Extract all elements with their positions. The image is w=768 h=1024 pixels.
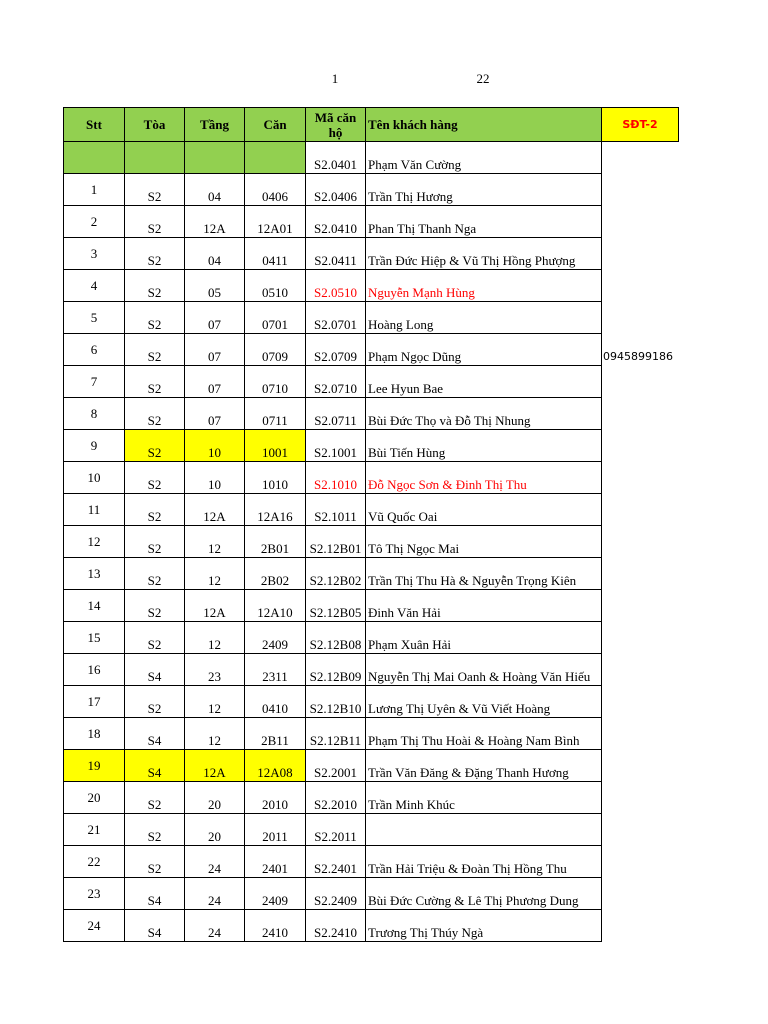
table-row: [64, 238, 679, 270]
cell-ten-khach-hang: Trần Minh Khúc: [366, 782, 602, 814]
cell-sdt-2: [602, 622, 679, 654]
cell-sdt-2: [602, 814, 679, 846]
table-row: [64, 462, 679, 494]
table-row: [64, 206, 679, 238]
cell-ten-khach-hang: Nguyễn Thị Mai Oanh & Hoàng Văn Hiếu: [366, 654, 602, 686]
header-ma-can-ho-label: Mã căn hộ: [314, 109, 357, 140]
cell-ten-khach-hang: Phạm Văn Cường: [366, 142, 602, 174]
cell-can: 2311: [245, 654, 306, 686]
table-row: [64, 558, 679, 590]
cell-ma-can-ho: S2.0410: [306, 206, 366, 238]
cell-toa: S2: [125, 686, 185, 718]
cell-stt: 15: [64, 622, 125, 654]
cell-stt: 17: [64, 686, 125, 718]
cell-ten-khach-hang: Trần Thị Thu Hà & Nguyễn Trọng Kiên: [366, 558, 602, 590]
cell-can: 12A16: [245, 494, 306, 526]
cell-can: 0710: [245, 366, 306, 398]
cell-tang: 07: [185, 366, 245, 398]
cell-ten-khach-hang: Đinh Văn Hải: [366, 590, 602, 622]
top-label-2: 22: [476, 71, 490, 86]
cell-stt: [64, 142, 125, 174]
cell-tang: 12: [185, 686, 245, 718]
cell-tang: 12A: [185, 750, 245, 782]
cell-can: 12A10: [245, 590, 306, 622]
cell-tang: 12: [185, 718, 245, 750]
table-row: [64, 430, 679, 462]
cell-toa: S2: [125, 846, 185, 878]
cell-ten-khach-hang: Phạm Xuân Hải: [366, 622, 602, 654]
cell-can: 1010: [245, 462, 306, 494]
table-row: [64, 718, 679, 750]
table-row: [64, 846, 679, 878]
cell-ten-khach-hang: Bùi Đức Cường & Lê Thị Phương Dung: [366, 878, 602, 910]
header-tang: Tầng: [185, 108, 245, 142]
cell-tang: 20: [185, 782, 245, 814]
cell-sdt-2: [602, 846, 679, 878]
cell-tang: 10: [185, 430, 245, 462]
cell-stt: 16: [64, 654, 125, 686]
cell-ten-khach-hang: Trương Thị Thúy Ngà: [366, 910, 602, 942]
header-row: [64, 108, 679, 142]
cell-ten-khach-hang: Lương Thị Uyên & Vũ Viết Hoàng: [366, 686, 602, 718]
cell-sdt-2: [602, 238, 679, 270]
cell-ten-khach-hang: [366, 814, 602, 846]
cell-sdt-2: [602, 494, 679, 526]
cell-ma-can-ho: S2.12B10: [306, 686, 366, 718]
cell-sdt-2: [602, 270, 679, 302]
cell-sdt-2: [602, 558, 679, 590]
cell-toa: [125, 142, 185, 174]
cell-sdt-2: [602, 142, 679, 174]
cell-stt: 19: [64, 750, 125, 782]
cell-ma-can-ho: S2.12B11: [306, 718, 366, 750]
cell-tang: 24: [185, 846, 245, 878]
cell-toa: S4: [125, 878, 185, 910]
cell-stt: 7: [64, 366, 125, 398]
cell-ma-can-ho: S2.1010: [306, 462, 366, 494]
cell-toa: S2: [125, 494, 185, 526]
cell-can: 0411: [245, 238, 306, 270]
cell-sdt-2: [602, 398, 679, 430]
cell-ma-can-ho: S2.0510: [306, 270, 366, 302]
cell-toa: S4: [125, 750, 185, 782]
cell-sdt-2: [602, 654, 679, 686]
cell-stt: 22: [64, 846, 125, 878]
cell-stt: 13: [64, 558, 125, 590]
cell-ten-khach-hang: Phạm Ngọc Dũng: [366, 334, 602, 366]
cell-can: 0711: [245, 398, 306, 430]
cell-stt: 11: [64, 494, 125, 526]
cell-tang: 23: [185, 654, 245, 686]
cell-sdt-2: [602, 302, 679, 334]
cell-sdt-2: [602, 366, 679, 398]
cell-sdt-2: [602, 590, 679, 622]
table-row: [64, 686, 679, 718]
cell-ma-can-ho: S2.2011: [306, 814, 366, 846]
table-row: [64, 526, 679, 558]
cell-ten-khach-hang: Trần Văn Đăng & Đặng Thanh Hương: [366, 750, 602, 782]
cell-ma-can-ho: S2.0709: [306, 334, 366, 366]
cell-sdt-2: [602, 526, 679, 558]
cell-can: 1001: [245, 430, 306, 462]
cell-can: 0701: [245, 302, 306, 334]
cell-tang: 10: [185, 462, 245, 494]
cell-can: 12A08: [245, 750, 306, 782]
cell-toa: S2: [125, 174, 185, 206]
cell-stt: 24: [64, 910, 125, 942]
cell-toa: S2: [125, 558, 185, 590]
cell-tang: [185, 142, 245, 174]
cell-stt: 1: [64, 174, 125, 206]
cell-ma-can-ho: S2.12B02: [306, 558, 366, 590]
cell-stt: 10: [64, 462, 125, 494]
cell-ten-khach-hang: Bùi Đức Thọ và Đỗ Thị Nhung: [366, 398, 602, 430]
top-label-1: 1: [331, 71, 339, 86]
cell-toa: S2: [125, 782, 185, 814]
cell-ten-khach-hang: Đỗ Ngọc Sơn & Đinh Thị Thu: [366, 462, 602, 494]
cell-stt: 3: [64, 238, 125, 270]
cell-ma-can-ho: S2.0711: [306, 398, 366, 430]
table-row: [64, 334, 679, 366]
cell-toa: S2: [125, 366, 185, 398]
table-row: [64, 366, 679, 398]
cell-can: 0406: [245, 174, 306, 206]
cell-tang: 07: [185, 334, 245, 366]
cell-stt: 18: [64, 718, 125, 750]
table-row: [64, 590, 679, 622]
cell-tang: 04: [185, 174, 245, 206]
cell-ten-khach-hang: Bùi Tiến Hùng: [366, 430, 602, 462]
cell-ma-can-ho: S2.2410: [306, 910, 366, 942]
cell-stt: 6: [64, 334, 125, 366]
cell-ten-khach-hang: Vũ Quốc Oai: [366, 494, 602, 526]
cell-toa: S4: [125, 654, 185, 686]
cell-sdt-2: [602, 206, 679, 238]
cell-toa: S2: [125, 462, 185, 494]
cell-tang: 05: [185, 270, 245, 302]
cell-ten-khach-hang: Tô Thị Ngọc Mai: [366, 526, 602, 558]
cell-ten-khach-hang: Phan Thị Thanh Nga: [366, 206, 602, 238]
header-can: Căn: [245, 108, 306, 142]
cell-sdt-2: [602, 430, 679, 462]
cell-toa: S2: [125, 302, 185, 334]
cell-stt: 4: [64, 270, 125, 302]
cell-stt: 21: [64, 814, 125, 846]
cell-toa: S2: [125, 622, 185, 654]
cell-ten-khach-hang: Hoàng Long: [366, 302, 602, 334]
cell-sdt-2: 0945899186: [603, 349, 673, 363]
cell-ten-khach-hang: Phạm Thị Thu Hoài & Hoàng Nam Bình: [366, 718, 602, 750]
cell-ma-can-ho: S2.2401: [306, 846, 366, 878]
cell-toa: S2: [125, 206, 185, 238]
cell-can: 2401: [245, 846, 306, 878]
cell-can: 0510: [245, 270, 306, 302]
table-row: [64, 782, 679, 814]
cell-stt: 12: [64, 526, 125, 558]
cell-ma-can-ho: S2.1001: [306, 430, 366, 462]
cell-sdt-2: [602, 462, 679, 494]
table-row: [64, 622, 679, 654]
header-ma-can-ho: [306, 108, 366, 142]
cell-toa: S2: [125, 590, 185, 622]
cell-toa: S4: [125, 910, 185, 942]
header-sdt-2: SĐT-2: [602, 108, 679, 142]
cell-tang: 24: [185, 878, 245, 910]
cell-toa: S2: [125, 238, 185, 270]
cell-can: 2011: [245, 814, 306, 846]
cell-toa: S2: [125, 430, 185, 462]
cell-toa: S4: [125, 718, 185, 750]
table-row: [64, 142, 679, 174]
cell-sdt-2: [602, 750, 679, 782]
cell-tang: 12A: [185, 206, 245, 238]
cell-toa: S2: [125, 814, 185, 846]
cell-sdt-2: [602, 782, 679, 814]
cell-ten-khach-hang: Trần Đức Hiệp & Vũ Thị Hồng Phượng: [366, 238, 602, 270]
cell-tang: 12: [185, 526, 245, 558]
cell-stt: 20: [64, 782, 125, 814]
cell-tang: 24: [185, 910, 245, 942]
cell-stt: 23: [64, 878, 125, 910]
header-toa: Tòa: [125, 108, 185, 142]
cell-sdt-2: [602, 718, 679, 750]
cell-stt: 5: [64, 302, 125, 334]
cell-sdt-2: [602, 910, 679, 942]
cell-ma-can-ho: S2.12B09: [306, 654, 366, 686]
cell-ma-can-ho: S2.2409: [306, 878, 366, 910]
cell-ten-khach-hang: Lee Hyun Bae: [366, 366, 602, 398]
cell-ma-can-ho: S2.12B08: [306, 622, 366, 654]
cell-stt: 9: [64, 430, 125, 462]
customer-table: [63, 107, 679, 942]
cell-stt: 2: [64, 206, 125, 238]
table-row: [64, 750, 679, 782]
cell-ma-can-ho: S2.1011: [306, 494, 366, 526]
cell-tang: 07: [185, 398, 245, 430]
cell-can: 0410: [245, 686, 306, 718]
cell-tang: 04: [185, 238, 245, 270]
cell-stt: 14: [64, 590, 125, 622]
cell-toa: S2: [125, 270, 185, 302]
cell-tang: 12: [185, 622, 245, 654]
cell-tang: 07: [185, 302, 245, 334]
cell-toa: S2: [125, 334, 185, 366]
cell-toa: S2: [125, 398, 185, 430]
cell-can: 2B11: [245, 718, 306, 750]
cell-toa: S2: [125, 526, 185, 558]
cell-can: 2010: [245, 782, 306, 814]
cell-tang: 20: [185, 814, 245, 846]
cell-tang: 12: [185, 558, 245, 590]
cell-can: 2409: [245, 878, 306, 910]
cell-ma-can-ho: S2.12B05: [306, 590, 366, 622]
table-row: [64, 270, 679, 302]
cell-tang: 12A: [185, 494, 245, 526]
cell-can: 0709: [245, 334, 306, 366]
cell-can: 2B02: [245, 558, 306, 590]
cell-ma-can-ho: S2.2001: [306, 750, 366, 782]
cell-tang: 12A: [185, 590, 245, 622]
cell-ma-can-ho: S2.0406: [306, 174, 366, 206]
table-row: [64, 302, 679, 334]
cell-ten-khach-hang: Trần Thị Hương: [366, 174, 602, 206]
cell-can: 2410: [245, 910, 306, 942]
cell-sdt-2: [602, 878, 679, 910]
cell-sdt-2: [602, 174, 679, 206]
cell-ma-can-ho: S2.2010: [306, 782, 366, 814]
cell-ten-khach-hang: Nguyễn Mạnh Hùng: [366, 270, 602, 302]
cell-ma-can-ho: S2.0401: [306, 142, 366, 174]
header-stt: Stt: [64, 108, 125, 142]
cell-sdt-2: [602, 686, 679, 718]
cell-can: [245, 142, 306, 174]
cell-ma-can-ho: S2.0701: [306, 302, 366, 334]
table-row: [64, 398, 679, 430]
table-row: [64, 910, 679, 942]
cell-stt: 8: [64, 398, 125, 430]
table-row: [64, 494, 679, 526]
table-row: [64, 654, 679, 686]
cell-ten-khach-hang: Trần Hải Triệu & Đoàn Thị Hồng Thu: [366, 846, 602, 878]
cell-ma-can-ho: S2.0710: [306, 366, 366, 398]
table-row: [64, 174, 679, 206]
cell-can: 12A01: [245, 206, 306, 238]
cell-ma-can-ho: S2.0411: [306, 238, 366, 270]
header-ten-khach-hang: Tên khách hàng: [366, 108, 602, 142]
cell-ma-can-ho: S2.12B01: [306, 526, 366, 558]
table-row: [64, 814, 679, 846]
table-row: [64, 878, 679, 910]
cell-can: 2B01: [245, 526, 306, 558]
cell-can: 2409: [245, 622, 306, 654]
